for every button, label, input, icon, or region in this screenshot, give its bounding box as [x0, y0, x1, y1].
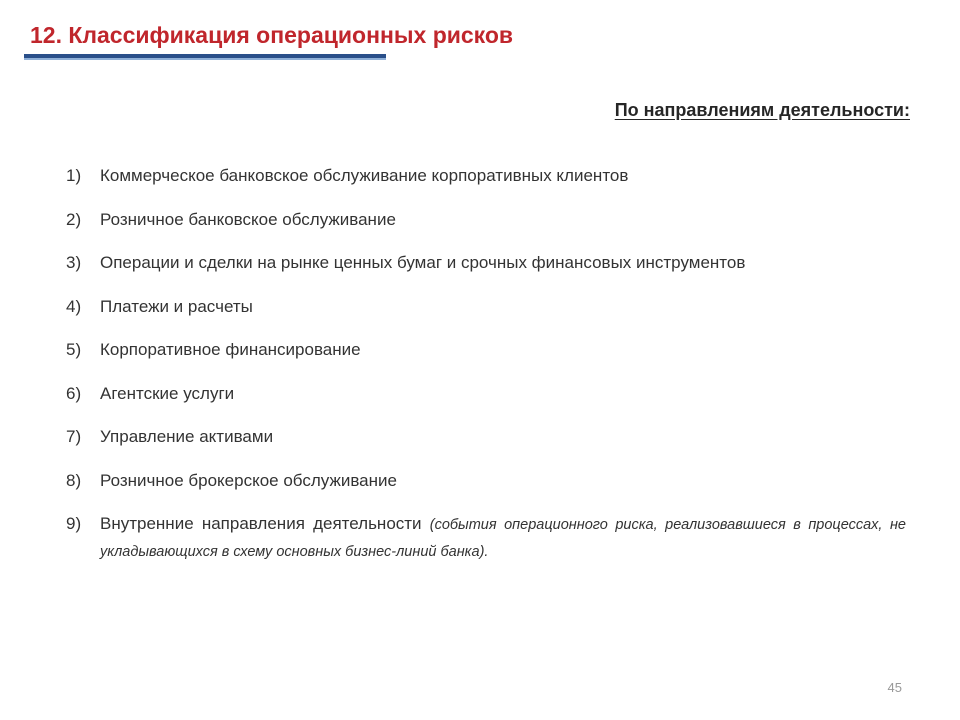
list-item-number: 2) [66, 209, 82, 229]
page-number: 45 [887, 680, 902, 695]
list-item [66, 468, 906, 512]
list-item-number: 6) [66, 383, 82, 403]
list-item-text: Розничное банковское обслуживание [100, 209, 396, 229]
list-item-number: 1) [66, 166, 82, 185]
list-item-text: Внутренние направления деятельности [100, 514, 422, 533]
list-item-text: Платежи и расчеты [100, 296, 253, 316]
list-item-number: 7) [66, 427, 82, 446]
title-underline-rule [24, 54, 386, 60]
list-item-number: 4) [66, 296, 82, 316]
list-item-number: 9) [66, 514, 82, 533]
list-item [66, 250, 906, 294]
list-item [66, 424, 906, 468]
list-item-text: Коммерческое банковское обслуживание корпоративных клиентов [100, 166, 629, 185]
list-item-number: 5) [66, 340, 82, 359]
list-item-text: Корпоративное финансирование [100, 340, 361, 359]
list-item-text: Операции и сделки на рынке ценных бумаг и срочных финансовых инструментов [100, 253, 746, 272]
list-item-number: 3) [66, 253, 82, 272]
list-item-number: 8) [66, 470, 82, 490]
section-heading: По направлениям деятельности: [614, 100, 910, 120]
list-item-text: Управление активами [100, 427, 274, 446]
list-item [66, 294, 906, 338]
list-item [66, 381, 906, 425]
list-item-text-block [100, 511, 906, 565]
list-item [66, 337, 906, 381]
list-item-text: Агентские услуги [100, 383, 235, 403]
list-item-text: Розничное брокерское обслуживание [100, 470, 397, 490]
list-item-note: (события операционного риска, реализовавшиеся в процессах, не укладывающихся в схему основных бизнес-линий банка). [100, 517, 906, 560]
slide-title: 12. Классификация операционных рисков [30, 22, 514, 48]
list-item [66, 163, 906, 207]
list-item [66, 207, 906, 251]
business-lines-list [66, 163, 906, 560]
list-item [66, 511, 906, 560]
